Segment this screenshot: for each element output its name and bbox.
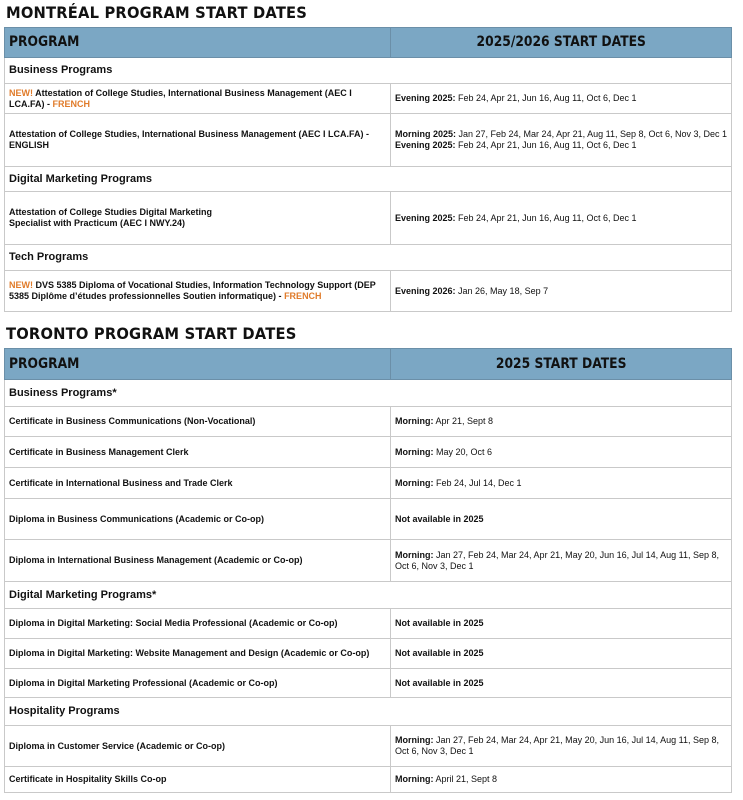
program-cell [5, 271, 391, 312]
session-label: Not available in 2025 [395, 513, 484, 524]
program-cell: Diploma in Digital Marketing: Website Management and Design (Academic or Co-op) [5, 639, 391, 669]
category-row [5, 582, 732, 609]
program-cell [5, 84, 391, 114]
session-label: Not available in 2025 [395, 618, 484, 628]
dates-cell [391, 271, 732, 312]
program-cell: Certificate in Business Communications (Non-Vocational) [5, 407, 391, 437]
dates-cell [391, 669, 732, 698]
program-cell: Attestation of College Studies, International Business Management (AEC I LCA.FA) - ENGLISH [5, 114, 391, 167]
program-name: Attestation of College Studies Digital Marketing Specialist with Practicum (AEC I NWY.24) [9, 207, 213, 228]
table-row [5, 437, 732, 468]
table-row [5, 767, 732, 793]
category-row [5, 380, 732, 407]
dates-cell [391, 609, 732, 639]
language-tag: FRENCH [284, 291, 322, 301]
table-header-row [5, 349, 732, 380]
program-cell: Diploma in Digital Marketing Professional (Academic or Co-op) [5, 669, 391, 698]
dates-cell [391, 767, 732, 793]
new-badge: NEW! [9, 280, 33, 290]
category-business: Business Programs* [5, 380, 732, 407]
dates-cell [391, 468, 732, 499]
table-row [5, 639, 732, 669]
session-dates: Feb 24, Apr 21, Jun 16, Aug 11, Oct 6, Dec 1 [455, 212, 637, 223]
column-header-program: PROGRAM [5, 349, 391, 380]
montreal-heading: MONTRÉAL PROGRAM START DATES [6, 3, 308, 22]
session-dates: Jan 27, Feb 24, Mar 24, Apr 21, May 20, Jun 16, Jul 14, Aug 11, Sep 8, Oct 6, Nov 3, Dec 1 [395, 735, 720, 756]
category-digital-marketing: Digital Marketing Programs [5, 167, 732, 192]
dates-cell [391, 407, 732, 437]
table-row [5, 114, 732, 167]
column-header-start-dates: 2025/2026 START DATES [391, 28, 732, 58]
category-row [5, 167, 732, 192]
session-dates: Apr 21, Sept 8 [433, 416, 494, 426]
session-dates: Feb 24, Apr 21, Jun 16, Aug 11, Oct 6, Dec 1 [455, 93, 637, 103]
session-label: Morning 2025: [395, 129, 457, 139]
dates-cell [391, 726, 732, 767]
category-row [5, 245, 732, 271]
dates-cell [391, 540, 732, 582]
program-cell: Diploma in Business Communications (Academic or Co-op) [5, 499, 391, 540]
session-label: Morning: [395, 416, 434, 426]
session-label: Morning: [395, 774, 434, 784]
session-label: Morning: [395, 446, 434, 457]
session-dates: Jan 27, Feb 24, Mar 24, Apr 21, May 20, Jun 16, Jul 14, Aug 11, Sep 8, Oct 6, Nov 3, Dec 1 [395, 549, 720, 571]
dates-cell [391, 114, 732, 167]
session-label: Not available in 2025 [395, 648, 484, 658]
category-row [5, 698, 732, 726]
column-header-program: PROGRAM [5, 28, 391, 58]
program-cell: Diploma in International Business Management (Academic or Co-op) [5, 540, 391, 582]
program-cell [5, 192, 391, 245]
program-name: Attestation of College Studies, International Business Management (AEC I LCA.FA) - [9, 87, 352, 109]
table-row [5, 669, 732, 698]
session-label: Evening 2025: [395, 93, 456, 103]
table-row [5, 84, 732, 114]
dates-cell [391, 639, 732, 669]
language-tag: FRENCH [52, 98, 90, 109]
program-cell: Diploma in Digital Marketing: Social Media Professional (Academic or Co-op) [5, 609, 391, 639]
table-header-row [5, 28, 732, 58]
table-row [5, 271, 732, 312]
category-digital-marketing: Digital Marketing Programs* [5, 582, 732, 609]
table-row [5, 609, 732, 639]
dates-cell [391, 499, 732, 540]
program-cell: Certificate in International Business and Trade Clerk [5, 468, 391, 499]
category-hospitality: Hospitality Programs [5, 698, 732, 726]
category-tech: Tech Programs [5, 245, 732, 271]
session-dates: April 21, Sept 8 [433, 774, 498, 784]
category-business: Business Programs [5, 58, 732, 84]
session-label: Evening 2026: [395, 285, 456, 296]
session-dates: May 20, Oct 6 [433, 446, 493, 457]
table-row [5, 407, 732, 437]
session-label: Morning: [395, 735, 434, 745]
session-label: Morning: [395, 477, 434, 488]
dates-cell [391, 437, 732, 468]
session-label: Evening 2025: [395, 212, 456, 223]
program-cell: Certificate in Hospitality Skills Co-op [5, 767, 391, 793]
program-cell: Diploma in Customer Service (Academic or Co-op) [5, 726, 391, 767]
program-name: DVS 5385 Diploma of Vocational Studies, Information Technology Support (DEP 5385 Diplôme d’études professionnelles Soutien informatique) - [9, 280, 376, 301]
session-dates: Jan 26, May 18, Sep 7 [455, 285, 549, 296]
session-dates: Feb 24, Jul 14, Dec 1 [433, 477, 522, 488]
session-dates: Feb 24, Apr 21, Jun 16, Aug 11, Oct 6, Dec 1 [455, 140, 637, 150]
dates-cell [391, 192, 732, 245]
table-row [5, 468, 732, 499]
category-row [5, 58, 732, 84]
new-badge: NEW! [9, 87, 33, 98]
table-row [5, 540, 732, 582]
toronto-schedule-table [4, 348, 732, 793]
table-row [5, 726, 732, 767]
session-label: Morning: [395, 549, 434, 560]
table-row [5, 499, 732, 540]
session-label: Evening 2025: [395, 140, 456, 150]
montreal-schedule-table [4, 27, 732, 312]
column-header-start-dates: 2025 START DATES [391, 349, 732, 380]
dates-cell [391, 84, 732, 114]
program-cell: Certificate in Business Management Clerk [5, 437, 391, 468]
table-row [5, 192, 732, 245]
toronto-heading: TORONTO PROGRAM START DATES [6, 324, 297, 343]
session-dates: Jan 27, Feb 24, Mar 24, Apr 21, Aug 11, Sep 8, Oct 6, Nov 3, Dec 1 [456, 129, 728, 139]
session-label: Not available in 2025 [395, 677, 484, 688]
